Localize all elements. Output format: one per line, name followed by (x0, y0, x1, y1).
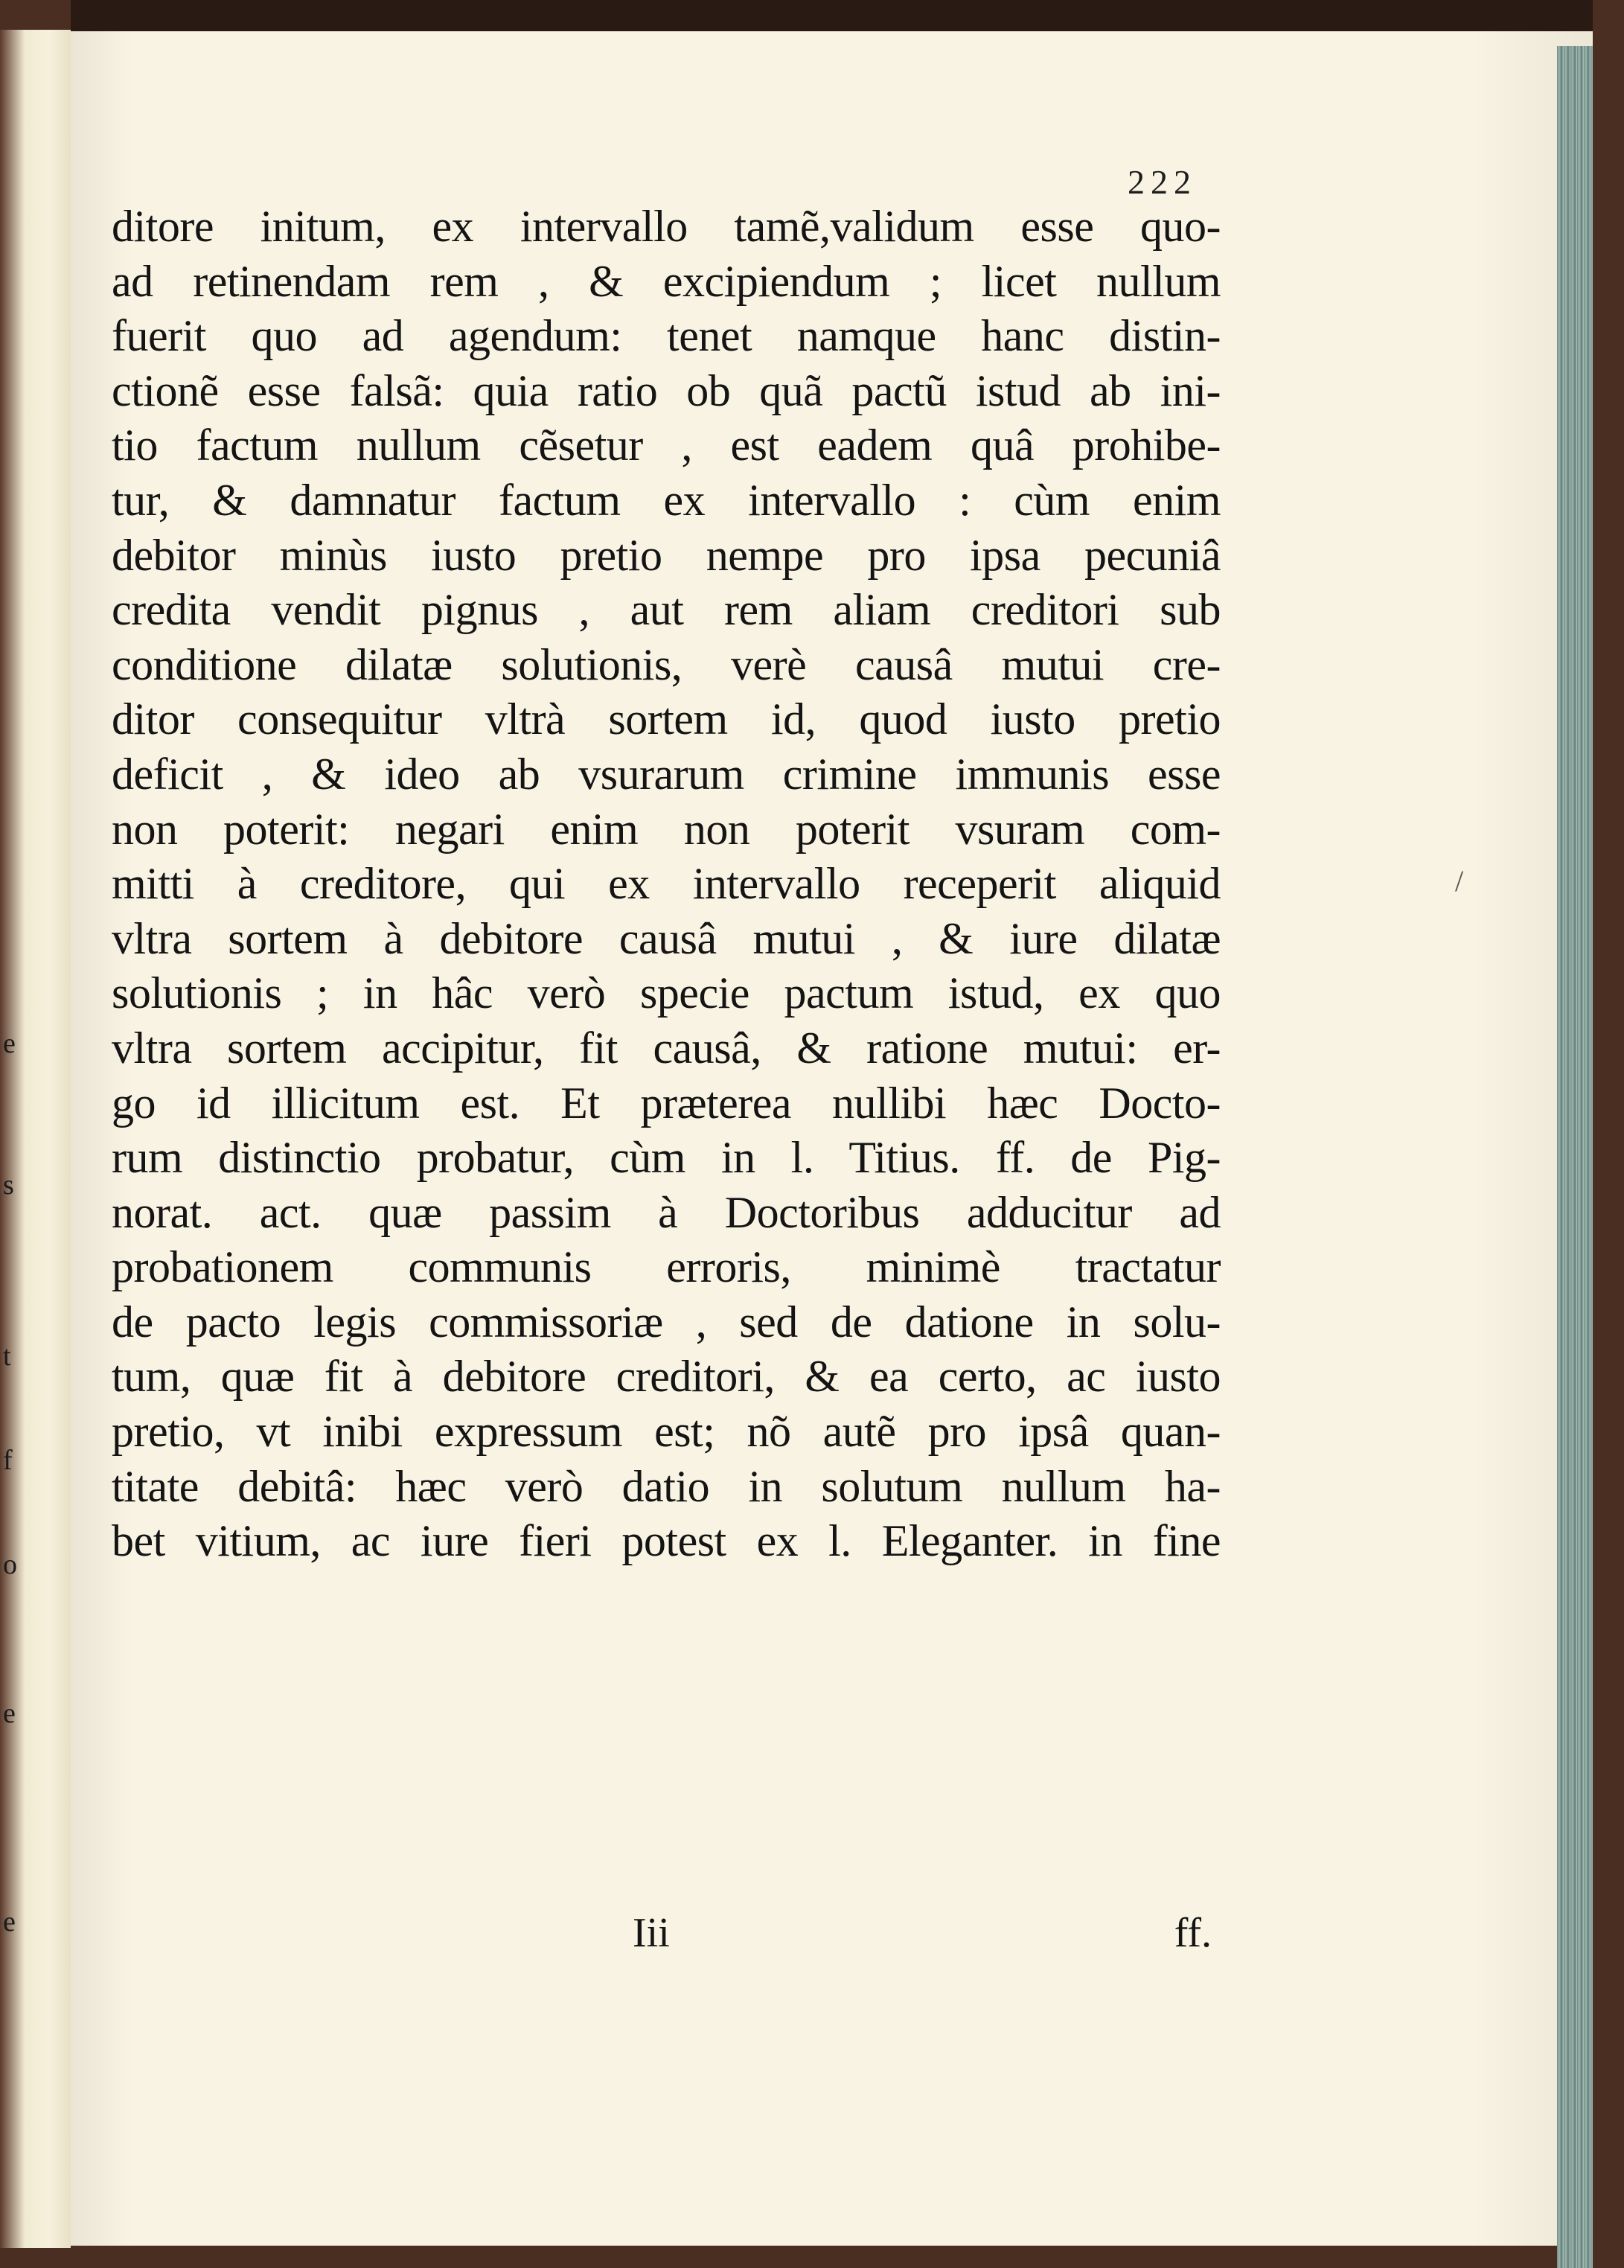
text-line: norat. act. quæ passim à Doctoribus adducitur ad (112, 1187, 1221, 1237)
text-line: bet vitium, ac iure fieri potest ex l. Eleganter. in fine (112, 1516, 1221, 1566)
text-line: credita vendit pignus , aut rem aliam creditori sub (112, 585, 1221, 635)
bleed-char: o (3, 1549, 17, 1580)
text-line: ditor consequitur vltrà sortem id, quod iusto pretio (112, 694, 1221, 744)
text-line: go id illicitum est. Et præterea nullibi hæc Docto- (112, 1078, 1221, 1128)
main-text-block (112, 199, 1221, 1569)
text-line: pretio, vt inibi expressum est; nõ autẽ pro ipsâ quan- (112, 1407, 1221, 1457)
catchword: ff. (1174, 1910, 1212, 1956)
text-line: solutionis ; in hâc verò specie pactum istud, ex quo (112, 968, 1221, 1018)
page-number: 222 (1128, 163, 1197, 201)
text-line: ad retinendam rem , & excipiendum ; licet nullum (112, 256, 1221, 306)
text-line: tum, quæ fit à debitore creditori, & ea certo, ac iusto (112, 1352, 1221, 1402)
text-line: rum distinctio probatur, cùm in l. Titius. ff. de Pig- (112, 1133, 1221, 1183)
text-line: vltra sortem accipitur, fit causâ, & ratione mutui: er- (112, 1023, 1221, 1073)
bleed-char: e (3, 1906, 16, 1938)
text-line: ctionẽ esse falsã: quia ratio ob quã pactũ istud ab ini- (112, 365, 1221, 415)
bleed-char: f (3, 1445, 13, 1476)
text-line: mitti à creditore, qui ex intervallo receperit aliquid (112, 859, 1221, 909)
bleed-char: e (3, 1028, 16, 1059)
text-line: deficit , & ideo ab vsurarum crimine immunis esse (112, 749, 1221, 799)
page-top-shadow (71, 0, 1593, 31)
text-line: titate debitâ: hæc verò datio in solutum nullum ha- (112, 1461, 1221, 1511)
left-page-bleed-through (3, 1027, 33, 2010)
text-line: ditore initum, ex intervallo tamẽ,validum esse quo- (112, 202, 1221, 251)
text-line: conditione dilatæ solutionis, verè causâ mutui cre- (112, 639, 1221, 689)
text-line: tur, & damnatur factum ex intervallo : cùm enim (112, 475, 1221, 525)
text-line: fuerit quo ad agendum: tenet namque hanc distin- (112, 311, 1221, 361)
bleed-char: e (3, 1698, 16, 1729)
margin-annotation-mark: / (1455, 864, 1464, 898)
page-fore-edge (1557, 46, 1593, 2268)
bleed-char: s (3, 1169, 14, 1201)
text-line: tio factum nullum cẽsetur , est eadem quâ prohibe- (112, 421, 1221, 470)
text-line: probationem communis erroris, minimè tractatur (112, 1242, 1221, 1292)
text-line: vltra sortem à debitore causâ mutui , & iure dilatæ (112, 913, 1221, 963)
page-footer (112, 1909, 1221, 1964)
text-line: de pacto legis commissoriæ , sed de datione in solu- (112, 1297, 1221, 1347)
bleed-char: t (3, 1341, 11, 1372)
signature-mark: Iii (633, 1910, 670, 1956)
text-line: debitor minùs iusto pretio nempe pro ipsa pecuniâ (112, 530, 1221, 580)
text-line: non poterit: negari enim non poterit vsuram com- (112, 804, 1221, 854)
